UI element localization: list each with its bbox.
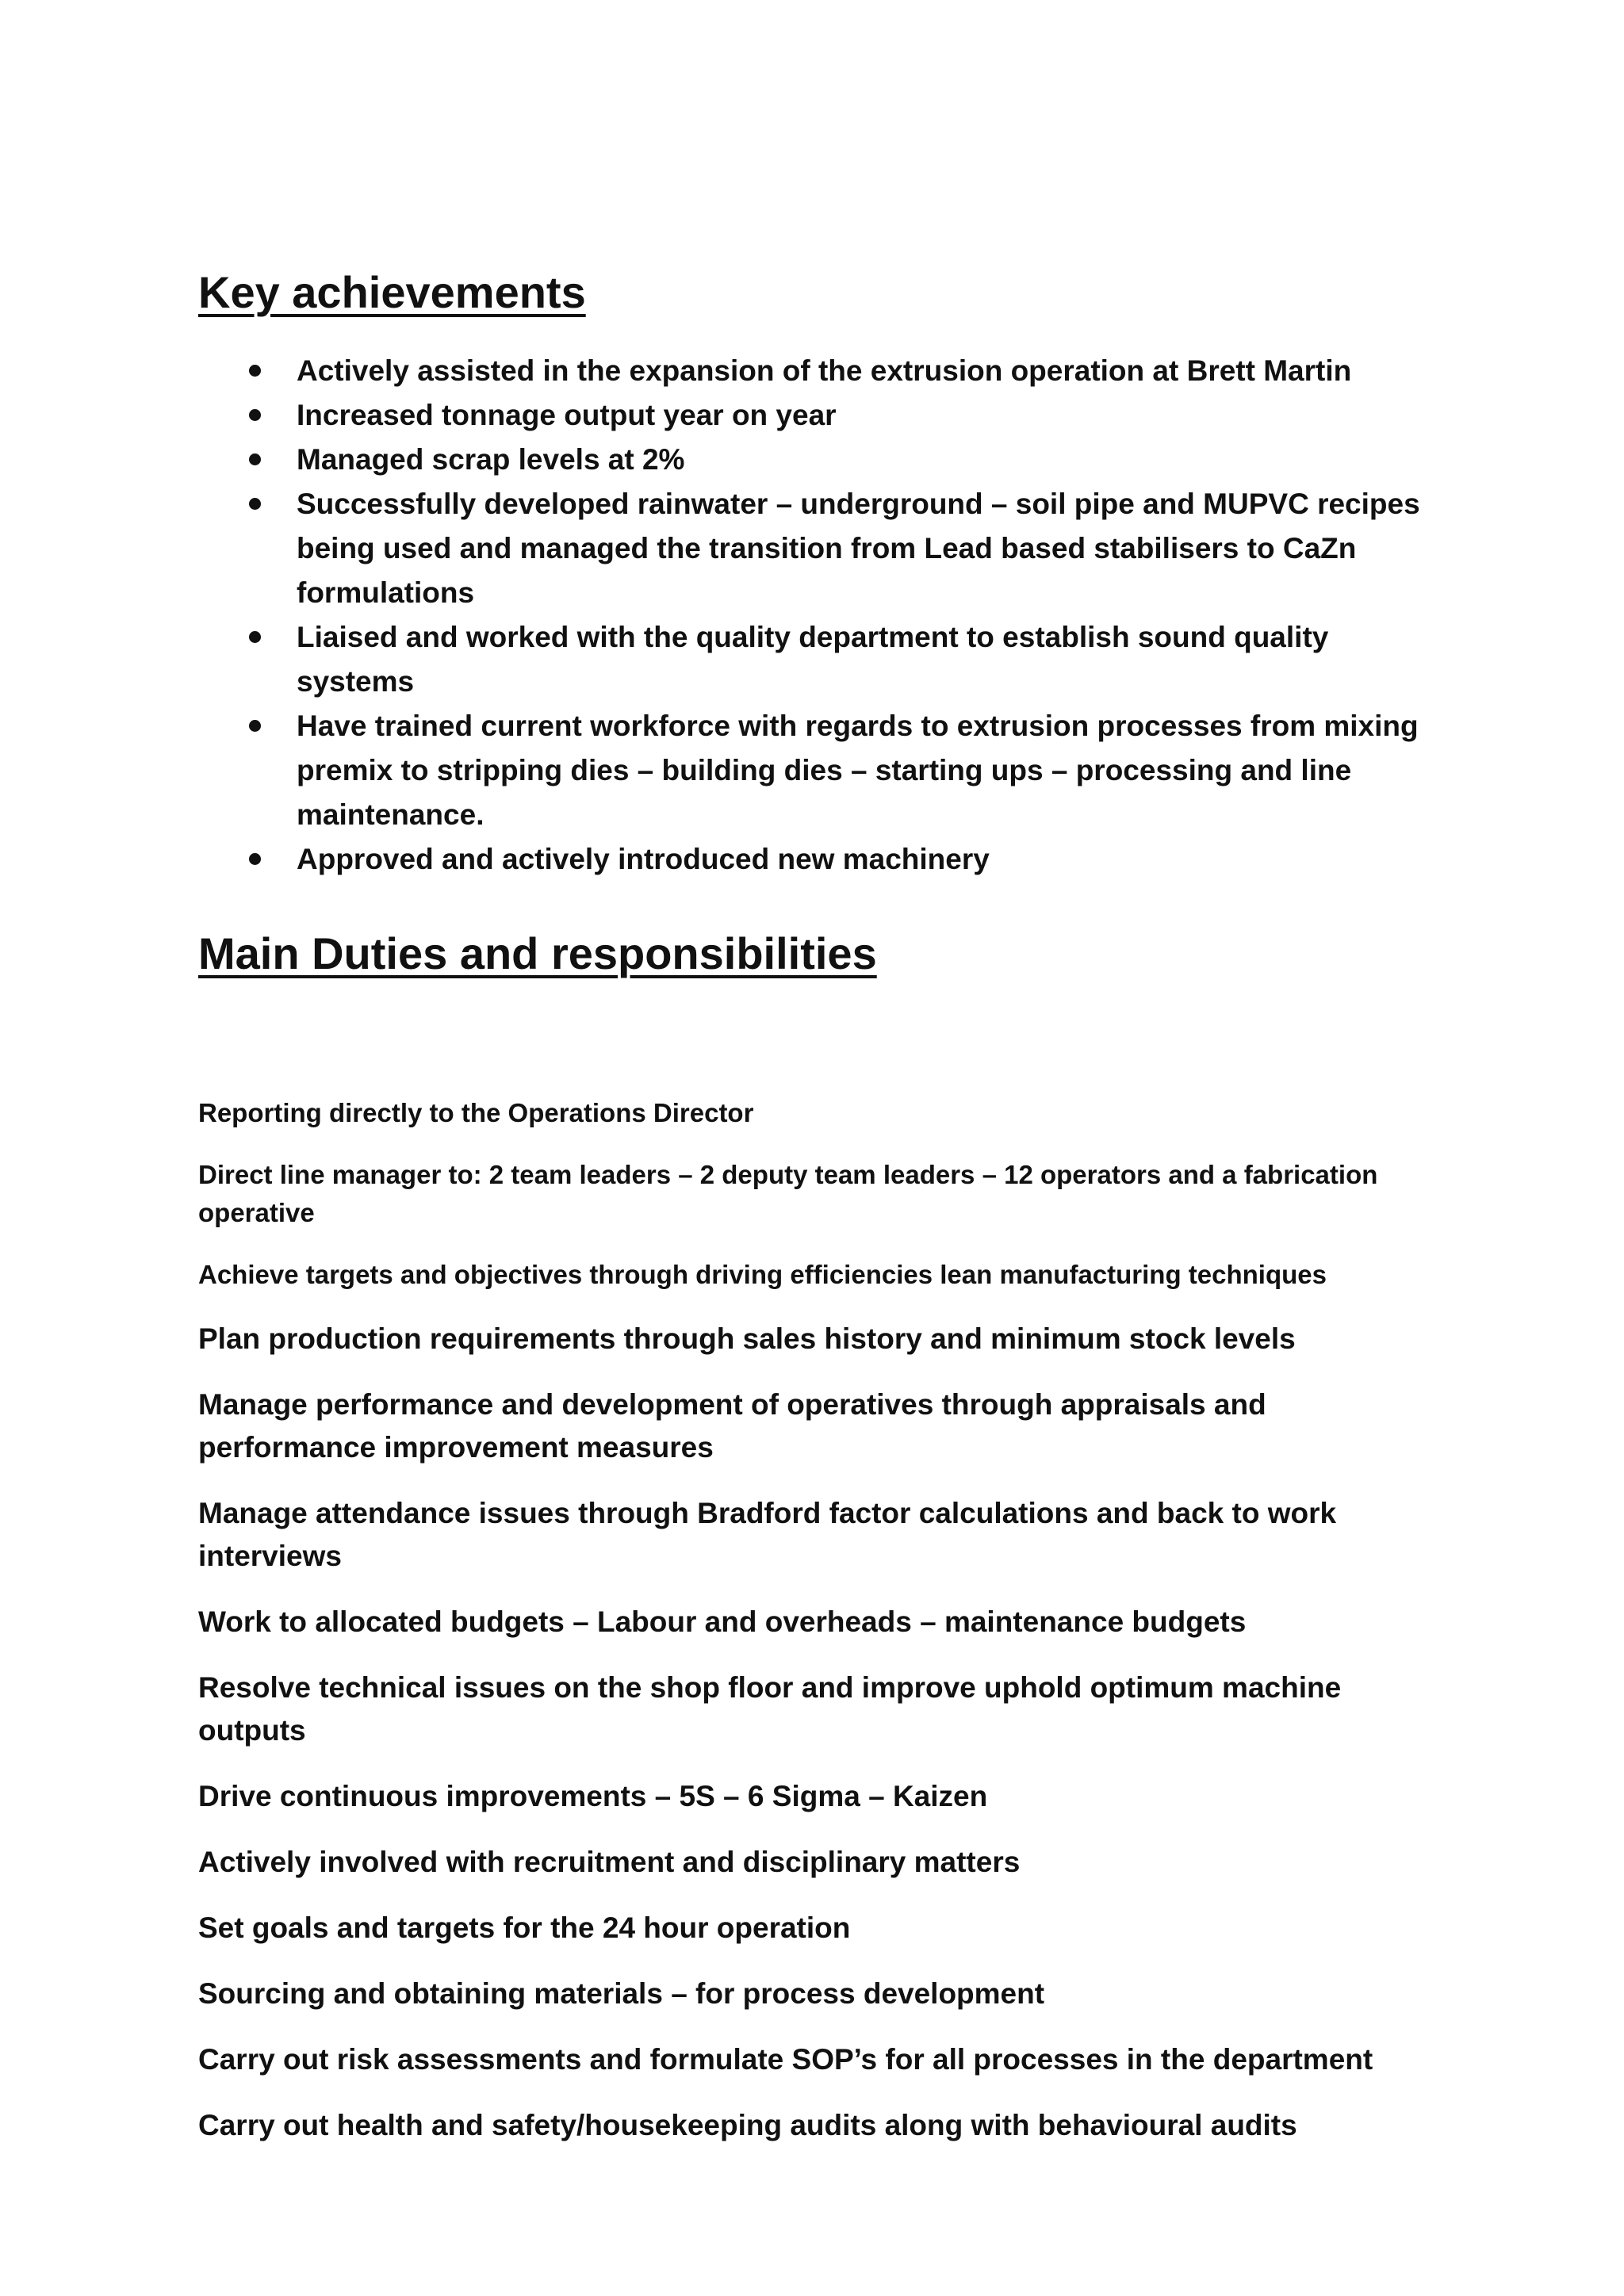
achievement-item [198,837,1451,882]
duty-item: Reporting directly to the Operations Director [198,1098,754,1127]
duty-item: Work to allocated budgets – Labour and overheads – maintenance budgets [198,1605,1247,1638]
key-achievements-heading: Key achievements [198,267,586,317]
duty-item: Achieve targets and objectives through driving efficiencies lean manufacturing techniques [198,1260,1327,1289]
duty-item: Set goals and targets for the 24 hour operation [198,1911,851,1944]
bullet-icon [249,853,261,865]
achievement-text: Successfully developed rainwater – underground – soil pipe and MUPVC recipes being used and managed the transition from Lead based stabilisers to CaZn formulations [297,488,1420,609]
duty-item: Manage attendance issues through Bradford factor calculations and back to work interviews [198,1497,1337,1572]
achievement-text: Actively assisted in the expansion of the extrusion operation at Brett Martin [297,354,1352,387]
bullet-icon [249,365,261,377]
achievement-text: Increased tonnage output year on year [297,399,837,431]
duty-item: Carry out health and safety/housekeeping audits along with behavioural audits [198,2109,1297,2141]
duty-item: Drive continuous improvements – 5S – 6 Sigma – Kaizen [198,1780,988,1812]
achievement-item [198,438,1451,482]
duty-item: Carry out risk assessments and formulate SOP’s for all processes in the department [198,2043,1373,2076]
bullet-icon [249,720,261,732]
achievement-item [198,615,1451,704]
achievement-text: Approved and actively introduced new machinery [297,843,990,875]
duty-item: Sourcing and obtaining materials – for process development [198,1977,1045,2010]
duty-item: Resolve technical issues on the shop floor and improve uphold optimum machine outputs [198,1671,1342,1747]
bullet-icon [249,453,261,465]
achievement-text: Liaised and worked with the quality department to establish sound quality systems [297,621,1329,698]
bullet-icon [249,498,261,510]
achievement-item [198,349,1451,393]
achievement-item [198,393,1451,438]
main-duties-list [198,1094,1451,2170]
bullet-icon [249,631,261,643]
duty-item: Direct line manager to: 2 team leaders – 2 deputy team leaders – 12 operators and a fabrication operative [198,1160,1378,1227]
main-duties-heading: Main Duties and responsibilities [198,928,877,978]
duty-item: Actively involved with recruitment and disciplinary matters [198,1846,1021,1878]
achievement-text: Managed scrap levels at 2% [297,443,685,476]
achievement-item [198,482,1451,615]
bullet-icon [249,409,261,421]
duty-item: Plan production requirements through sales history and minimum stock levels [198,1322,1296,1355]
achievement-item [198,704,1451,837]
key-achievements-list [198,349,1451,882]
achievement-text: Have trained current workforce with regards to extrusion processes from mixing premix to stripping dies – building dies – starting ups – processing and line maintenance. [297,710,1419,831]
duty-item: Manage performance and development of operatives through appraisals and performance improvement measures [198,1388,1266,1464]
